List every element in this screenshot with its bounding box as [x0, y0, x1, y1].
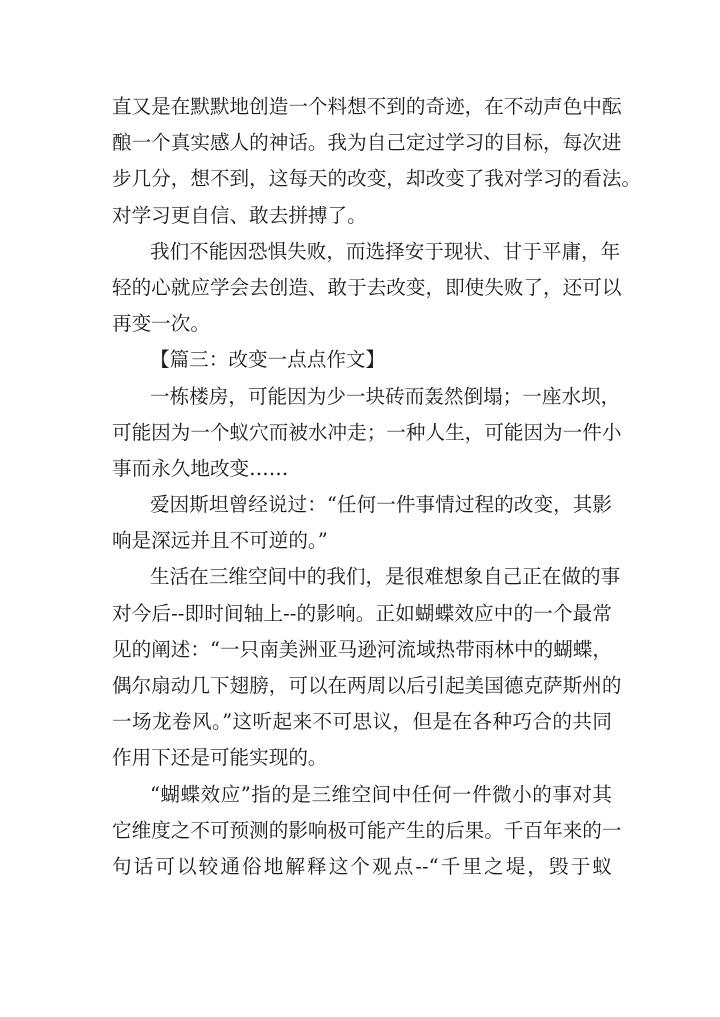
text-line: 作用下还是可能实现的。 [112, 746, 328, 770]
text-line: 步几分，想不到，这每天的改变，却改变了我对学习的看法。 [112, 167, 642, 191]
text-line: 再变一次。 [112, 312, 210, 336]
text-line: 对今后--即时间轴上--的影响。正如蝴蝶效应中的一个最常 [112, 601, 612, 625]
text-line: 见的阐述：“一只南美洲亚马逊河流域热带雨林中的蝴蝶， [112, 637, 612, 661]
text-line: 偶尔扇动几下翅膀，可以在两周以后引起美国德克萨斯州的 [112, 674, 622, 697]
text-line: 生活在三维空间中的我们，是很难想象自己正在做的事 [150, 565, 621, 589]
section-heading: 【篇三：改变一点点作文】 [150, 348, 386, 372]
text-line: 可能因为一个蚁穴而被水冲走；一种人生，可能因为一件小 [112, 420, 622, 444]
text-line: 它维度之不可预测的影响极可能产生的后果。千百年来的一 [112, 818, 622, 842]
text-line: 直又是在默默地创造一个料想不到的奇迹，在不动声色中酝 [112, 95, 622, 118]
text-line: 一栋楼房，可能因为少一块砖而轰然倒塌；一座水坝， [150, 384, 621, 408]
text-line: “蝴蝶效应”指的是三维空间中任何一件微小的事对其 [150, 782, 612, 806]
text-line: 酿一个真实感人的神话。我为自己定过学习的目标，每次进 [112, 131, 622, 155]
text-line: 对学习更自信、敢去拼搏了。 [112, 203, 367, 227]
text-line: 事而永久地改变…… [112, 456, 289, 480]
text-line: 句话可以较通俗地解释这个观点--“千里之堤，毁于蚁 [112, 854, 612, 878]
text-line: 爱因斯坦曾经说过：“任何一件事情过程的改变，其影 [150, 493, 612, 517]
text-line: 一场龙卷风。”这听起来不可思议，但是在各种巧合的共同 [112, 710, 612, 734]
text-line: 我们不能因恐惧失败，而选择安于现状、甘于平庸，年 [150, 239, 621, 263]
document-body [112, 89, 642, 885]
text-line: 响是深远并且不可逆的。” [112, 529, 328, 553]
text-line: 轻的心就应学会去创造、敢于去改变，即使失败了，还可以 [112, 275, 622, 299]
